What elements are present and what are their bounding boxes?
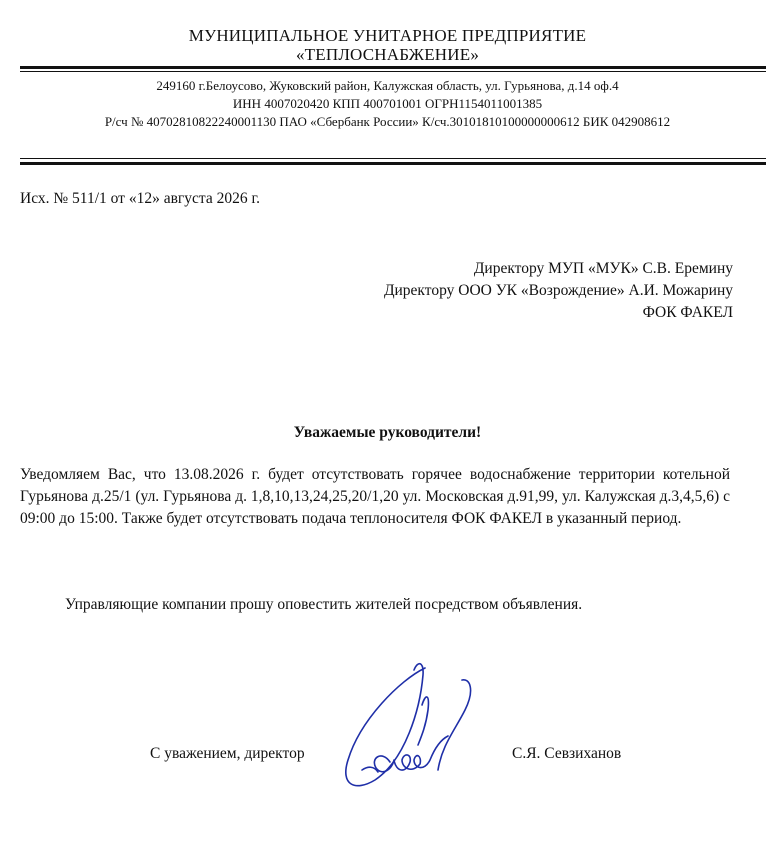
closing-phrase: С уважением, директор xyxy=(150,745,305,762)
org-name-line1: МУНИЦИПАЛЬНОЕ УНИТАРНОЕ ПРЕДПРИЯТИЕ xyxy=(188,26,587,45)
addressee-line: Директору ООО УК «Возрождение» А.И. Можарину xyxy=(383,282,733,299)
signer-name: С.Я. Севзиханов xyxy=(512,745,622,762)
header-rule-bottom-thin xyxy=(20,158,766,159)
salutation: Уважаемые руководители! xyxy=(293,424,482,441)
addressee-line: Директору МУП «МУК» С.В. Еремину xyxy=(473,260,733,277)
ids-line: ИНН 4007020420 КПП 400701001 ОГРН1154011001385 xyxy=(232,96,543,111)
bank-line: Р/сч № 40702810822240001130 ПАО «Сбербанк России» К/сч.30101810100000000612 БИК 042908612 xyxy=(104,114,671,129)
letter-body: Уведомляем Вас, что 13.08.2026 г. будет отсутствовать горячее водоснабжение территории котельной Гурьянова д.25/1 (ул. Гурьянова д. 1,8,10,13,24,25,20/1,20 ул. Московская д.91,99, ул. Калужская д.3,4,5,6) с 09:00 до 15:00. Также будет отсутствовать подача теплоносителя ФОК ФАКЕЛ в указанный период. xyxy=(20,466,730,527)
request-paragraph: Управляющие компании прошу оповестить жителей посредством объявления. xyxy=(65,596,583,613)
outgoing-reference: Исх. № 511/1 от «12» августа 2026 г. xyxy=(20,190,260,207)
header-rule-top-thick xyxy=(20,66,766,69)
addressees-block xyxy=(384,258,733,324)
addressee-line: ФОК ФАКЕЛ xyxy=(642,304,733,321)
org-name-line2: «ТЕПЛОСНАБЖЕНИЕ» xyxy=(295,45,480,64)
requisites-block xyxy=(0,77,775,131)
signature-icon xyxy=(330,650,490,800)
header-rule-top-thin xyxy=(20,71,766,72)
organization-name xyxy=(0,26,775,64)
header-rule-bottom-thick xyxy=(20,162,766,165)
address-line: 249160 г.Белоусово, Жуковский район, Калужская область, ул. Гурьянова, д.14 оф.4 xyxy=(156,78,619,93)
